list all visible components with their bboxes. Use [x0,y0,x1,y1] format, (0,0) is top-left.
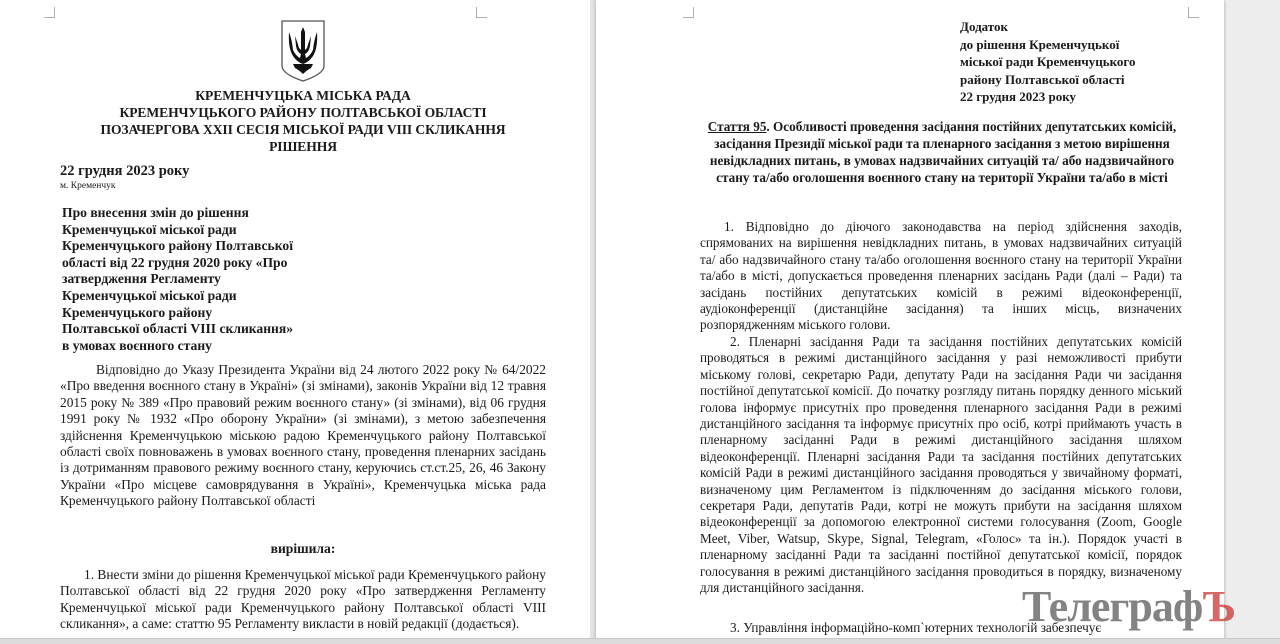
watermark-text: Телеграф [1022,582,1203,631]
margin-corner-mark [44,7,55,18]
article-item-3: 3. Управління інформаційно-комп`ютерних технологій забезпечує [730,620,1101,635]
decision-item-1: 1. Внести зміни до рішення Кременчуцької міської ради Кременчуцького району Полтавської області від 22 грудня 2020 року «Про затвердження Регламенту Кременчуцької міської ради Кременчуцького району Полтавської області VIII скликання», а саме: статтю 95 Регламенту викласти в новій редакції (додається). [60,567,546,632]
article-title: . Особливості проведення засідання постійних депутатських комісій, засідання Президії міської ради та пленарного засідання з метою вирішення невідкладних питань, в умовах надзвичайних ситуацій та/ або надзвичайного стану та/або оголошення воєнного стану на території України та/або в місті [709,119,1177,185]
article-label: Стаття 95 [707,119,767,134]
margin-corner-mark [476,7,487,18]
document-page-left [0,0,590,640]
margin-corner-mark [683,7,694,18]
article-item-1: 1. Відповідно до діючого законодавства на період здійснення заходів, спрямованих на вирішення невідкладних питань, в умовах надзвичайних ситуацій та/ або надзвичайного стану та/або оголошення воєнного стану на території України та/або в місті, допускається проведення пленарних засідань Ради (далі – Ради) та засідань постійних депутатських комісій в режимі відеоконференції, аудіоконференції (дистанційне засідання) та інших місць, визначених розпорядженням міського голови. [700,219,1182,333]
council-header [60,87,546,155]
decision-city: м. Кременчук [60,181,116,191]
decided-heading: вирішила: [270,541,336,556]
article-item-2: 2. Пленарні засідання Ради та засідання постійних депутатських комісій проводяться в режимі дистанційного засідання у разі неможливості прибути міському голові, секретарю Ради, депутату Ради на засідання Ради чи засідання постійної депутатської комісії. До початку розгляду питань порядку денного міський голова інформує присутніх про проведення пленарного засідання Ради в режимі дистанційного засідання та інформує присутніх про осіб, котрі приймають участь в пленарному засіданні Ради в режимі дистанційного засідання шляхом відеоконференції. Пленарні засідання Ради та засідання постійних депутатських комісій Ради в режимі дистанційного засідання проводяться у звичайному форматі, визначеному цим Регламентом із підключенням до засідання міського голови, секретаря Ради, депутатів Ради, котрі не можуть прибути на засідання шляхом відеоконференції за допомогою електронної системи голосування (Zoom, Google Meet, Viber, Watsup, Skype, Signal, Telegram, «Голос» та ін.). Порядок участі в пленарному засіданні Ради та засіданні постійної депутатської комісії, порядок голосування в режимі дистанційного засідання проводиться в порядку, визначеному для дистанційного засідання. [700,334,1182,596]
subject-line: в умовах воєнного стану [62,337,212,353]
annex-line: 22 грудня 2023 року [960,89,1077,104]
annex-line: до рішення Кременчуцької [960,36,1120,52]
margin-corner-mark [1188,7,1199,18]
subject-line: Кременчуцького району Полтавської [62,238,293,254]
preamble-paragraph: Відповідно до Указу Президента України від 24 лютого 2022 року № 64/2022 «Про введення воєнного стану в Україні» (зі змінами), законів України від 12 травня 2015 року № 389 «Про правовий режим воєнного стану» (зі змінами), від 06 грудня 1991 року № 1932 «Про оборону України» (зі змінами), з метою забезпечення здійснення Кременчуцькою міською радою Кременчуцького району Полтавської області своїх повноважень в умовах воєнного стану, проведення пленарних засідань із дотриманням правового режиму воєнного стану, керуючись ст.ст.25, 26, 46 Закону України «Про місцеве самоврядування в Україні», Кременчуцька міська рада Кременчуцького району Полтавської області [60,362,546,509]
subject-line: Полтавської області VIII скликання» [62,321,294,337]
subject-line: Про внесення змін до рішення [62,205,249,220]
horizontal-scrollbar[interactable] [0,638,1280,644]
telegraf-watermark [1022,583,1235,631]
watermark-hard-sign: Ъ [1202,582,1235,631]
decision-subject [62,205,322,354]
annex-line: Додаток [960,19,1009,34]
header-line-district: КРЕМЕНЧУЦЬКОГО РАЙОНУ ПОЛТАВСЬКОЇ ОБЛАСТІ [119,105,487,120]
annex-line: міської ради Кременчуцького [960,54,1136,69]
header-line-decision: РІШЕННЯ [269,139,337,154]
subject-line: Кременчуцького району [62,304,213,320]
subject-line: області від 22 грудня 2020 року «Про [62,254,288,270]
article-heading [696,118,1188,186]
subject-line: Кременчуцької міської ради [62,287,237,303]
header-line-session: ПОЗАЧЕРГОВА XXII СЕСІЯ МІСЬКОЇ РАДИ VIII СКЛИКАННЯ [100,122,506,137]
annex-block [960,18,1135,106]
decision-date: 22 грудня 2023 року [60,163,190,179]
subject-line: Кременчуцької міської ради [62,221,237,237]
annex-line: району Полтавської області [960,71,1125,87]
header-line-council: КРЕМЕНЧУЦЬКА МІСЬКА РАДА [195,88,411,103]
subject-line: затвердження Регламенту [62,271,221,287]
coat-of-arms-icon [279,18,327,84]
